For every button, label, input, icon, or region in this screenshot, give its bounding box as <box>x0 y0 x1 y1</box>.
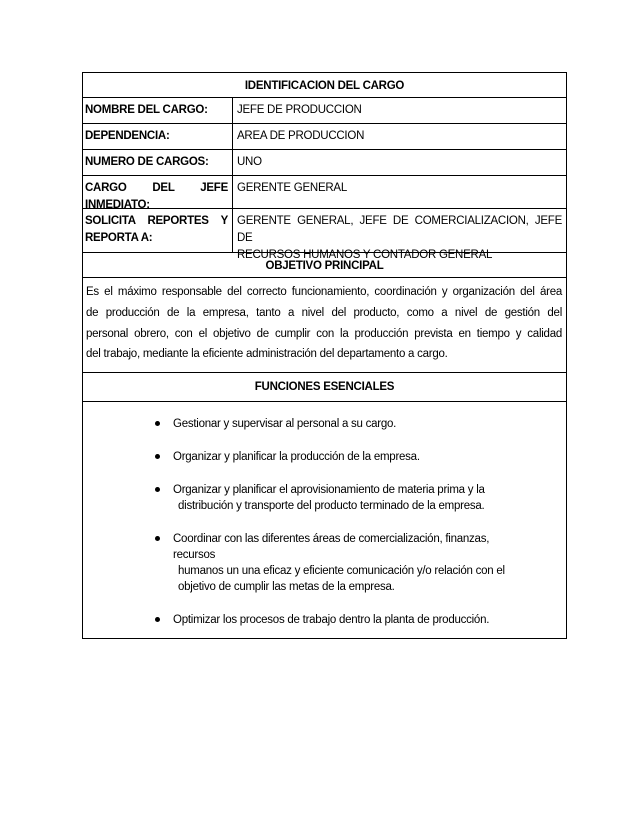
field-value-numero: UNO <box>237 156 262 168</box>
list-item-text: distribución y transporte del producto terminado de la empresa. <box>178 500 485 512</box>
field-row-numero <box>83 150 566 176</box>
functions-body-row <box>83 402 566 638</box>
list-item <box>83 416 566 432</box>
objective-line: personal obrero, con el objetivo de cumplir con la producción prevista en tiempo y calidad <box>86 327 562 340</box>
field-row-jefe-inmediato <box>83 176 566 209</box>
objective-line: Es el máximo responsable del correcto funcionamiento, coordinación y organización del área <box>86 286 562 298</box>
field-value-cargo: JEFE DE PRODUCCION <box>237 104 362 116</box>
bullet-icon <box>155 454 160 459</box>
field-label-reportes-line2: REPORTA A: <box>85 232 153 244</box>
table-header-row <box>83 73 566 98</box>
list-item <box>83 612 566 628</box>
objective-text <box>83 278 566 372</box>
field-row-dependencia <box>83 124 566 150</box>
list-item-text: Optimizar los procesos de trabajo dentro la planta de producción. <box>173 614 490 626</box>
field-label-cargo: NOMBRE DEL CARGO: <box>83 98 233 123</box>
bullet-icon <box>155 536 160 541</box>
field-label-dependencia: DEPENDENCIA: <box>83 124 233 149</box>
list-item-text: humanos un una eficaz y eficiente comunicación y/o relación con el <box>178 565 505 577</box>
objective-line: del trabajo, mediante la eficiente administración del departamento a cargo. <box>86 348 448 361</box>
field-label-reportes <box>83 209 233 252</box>
functions-heading: FUNCIONES ESENCIALES <box>254 381 395 393</box>
field-value-jefe-inmediato: GERENTE GENERAL <box>237 182 347 194</box>
objective-heading: OBJETIVO PRINCIPAL <box>265 260 384 272</box>
list-item-text: Gestionar y supervisar al personal a su cargo. <box>173 418 397 430</box>
bullet-icon <box>155 617 160 622</box>
field-label-jefe-line1: CARGO DEL JEFE <box>85 182 228 194</box>
list-item <box>83 482 566 514</box>
field-label-jefe-line2: INMEDIATO: <box>85 199 150 211</box>
bullet-icon <box>155 487 160 492</box>
field-row-reportes <box>83 209 566 261</box>
field-value-reportes <box>233 209 566 261</box>
field-row-cargo <box>83 98 566 124</box>
table-title: IDENTIFICACION DEL CARGO <box>244 80 405 92</box>
list-item <box>83 531 566 595</box>
field-label-numero: NUMERO DE CARGOS: <box>83 150 233 175</box>
list-item-text: objetivo de cumplir las metas de la empresa. <box>178 581 395 593</box>
field-value-dependencia: AREA DE PRODUCCION <box>237 130 365 142</box>
list-item <box>83 449 566 465</box>
objective-body-row <box>83 278 566 373</box>
job-description-table <box>82 72 567 639</box>
functions-list <box>83 402 566 638</box>
objective-line: de producción de la empresa, tanto a nivel del producto, como a nivel de gestión del <box>86 306 562 319</box>
list-item-text: Organizar y planificar el aprovisionamiento de materia prima y la <box>173 484 485 496</box>
field-value-reportes-line1: GERENTE GENERAL, JEFE DE COMERCIALIZACION, JEFE DE <box>237 215 562 244</box>
objective-heading-row <box>83 253 566 278</box>
field-value-reportes-line2: RECURSOS HUMANOS Y CONTADOR GENERAL <box>237 249 493 261</box>
list-item-text: Coordinar con las diferentes áreas de comercialización, finanzas, recursos <box>173 533 490 561</box>
field-label-jefe-inmediato <box>83 176 233 211</box>
field-label-reportes-line1: SOLICITA REPORTES Y <box>85 215 228 227</box>
bullet-icon <box>155 421 160 426</box>
functions-heading-row <box>83 373 566 402</box>
list-item-text: Organizar y planificar la producción de la empresa. <box>173 451 420 463</box>
